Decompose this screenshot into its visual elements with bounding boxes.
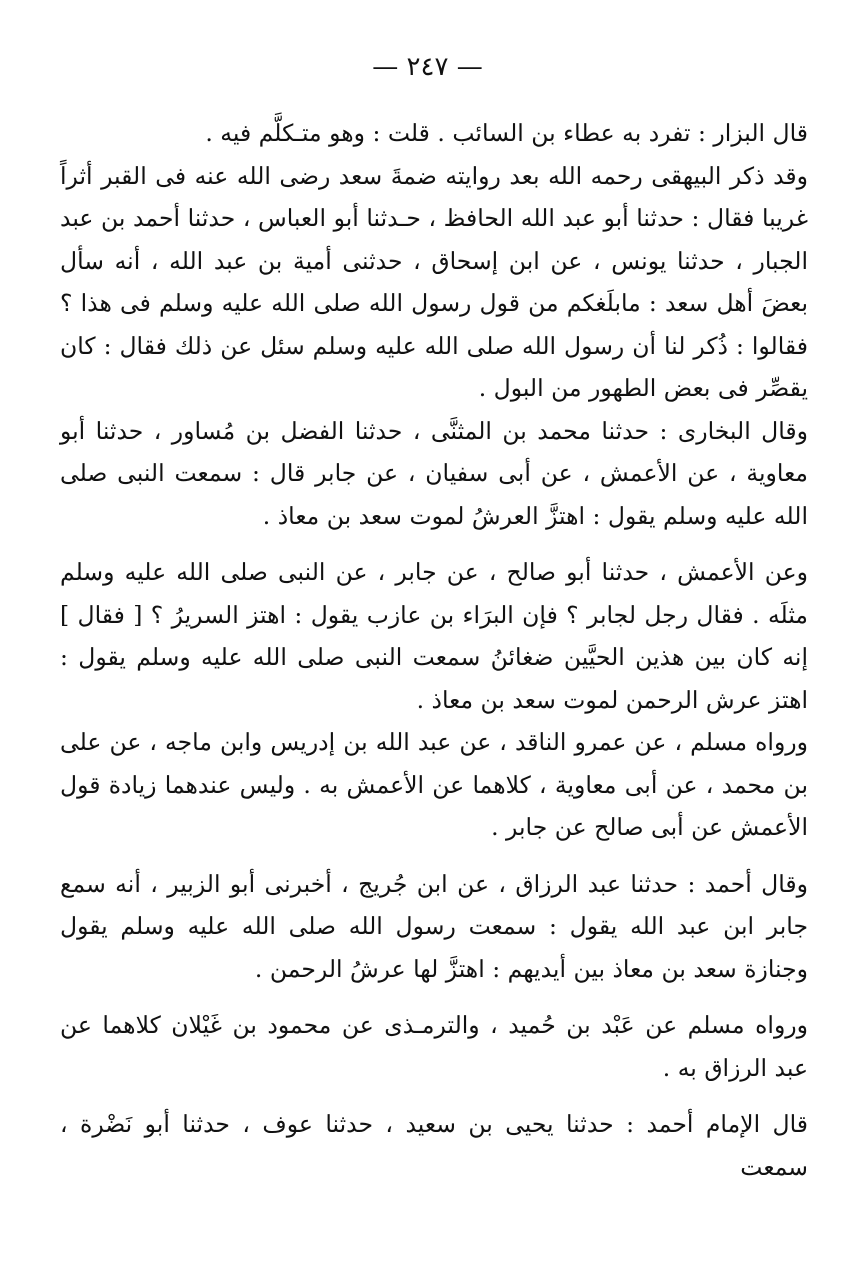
paragraph: وقال أحمد : حدثنا عبد الرزاق ، عن ابن جُريج ، أخبرنى أبو الزبير ، أنه سمع جابر ابن عبد الله يقول : سمعت رسول الله صلى الله عليه وسلم يقول وجنازة سعد بن معاذ بين أيديهم : اهتزَّ لها عرشُ الرحمن . <box>60 869 808 983</box>
paragraph: قال الإمام أحمد : حدثنا يحيى بن سعيد ، حدثنا عوف ، حدثنا أبو نَضْرة ، سمعت <box>60 1110 808 1181</box>
paragraph: ورواه مسلم ، عن عمرو الناقد ، عن عبد الله بن إدريس وابن ماجه ، عن على بن محمد ، عن أبى معاوية ، كلاهما عن الأعمش به . وليس عندهما زيادة قول الأعمش عن أبى صالح عن جابر . <box>60 728 808 841</box>
paragraph: وقال البخارى : حدثنا محمد بن المثنَّى ، حدثنا الفضل بن مُساور ، حدثنا أبو معاوية ، عن الأعمش ، عن أبى سفيان ، عن جابر قال : سمعت النبى صلى الله عليه وسلم يقول : اهتزَّ العرشُ لموت سعد بن معاذ . <box>60 416 808 530</box>
paragraph: وقد ذكر البيهقى رحمه الله بعد روايته ضمةَ سعد رضى الله عنه فى القبر أثراً غريبا فقال : حدثنا أبو عبد الله الحافظ ، حـدثنا أبو العباس ، حدثنا أحمد بن عبد الجبار ، حدثنا يونس ، عن ابن إسحاق ، حدثنى أمية بن عبد الله ، أنه سأل بعضَ أهل سعد : مابلَغكم من قول رسول الله صلى الله عليه وسلم فى هذا ؟ فقالوا : ذُكر لنا أن رسول الله صلى الله عليه وسلم سئل عن ذلك فقال : كان يقصِّر فى بعض الطهور من البول . <box>60 161 808 402</box>
page-number: — ٢٤٧ — <box>372 52 483 82</box>
page-text <box>60 112 808 1188</box>
paragraph: وعن الأعمش ، حدثنا أبو صالح ، عن جابر ، عن النبى صلى الله عليه وسلم مثلَه . فقال رجل لجابر ؟ فإن البرَاء بن عازب يقول : اهتز السريرُ ؟ [ فقال ] إنه كان بين هذين الحيَّين ضغائنُ سمعت النبى صلى الله عليه وسلم يقول : اهتز عرش الرحمن لموت سعد بن معاذ . <box>60 558 809 714</box>
paragraph: ورواه مسلم عن عَبْد بن حُميد ، والترمـذى عن محمود بن غَيْلان كلاهما عن عبد الرزاق به . <box>60 1011 808 1082</box>
paragraph: قال البزار : تفرد به عطاء بن السائب . قلت : وهو متـكلَّم فيه . <box>205 119 808 147</box>
